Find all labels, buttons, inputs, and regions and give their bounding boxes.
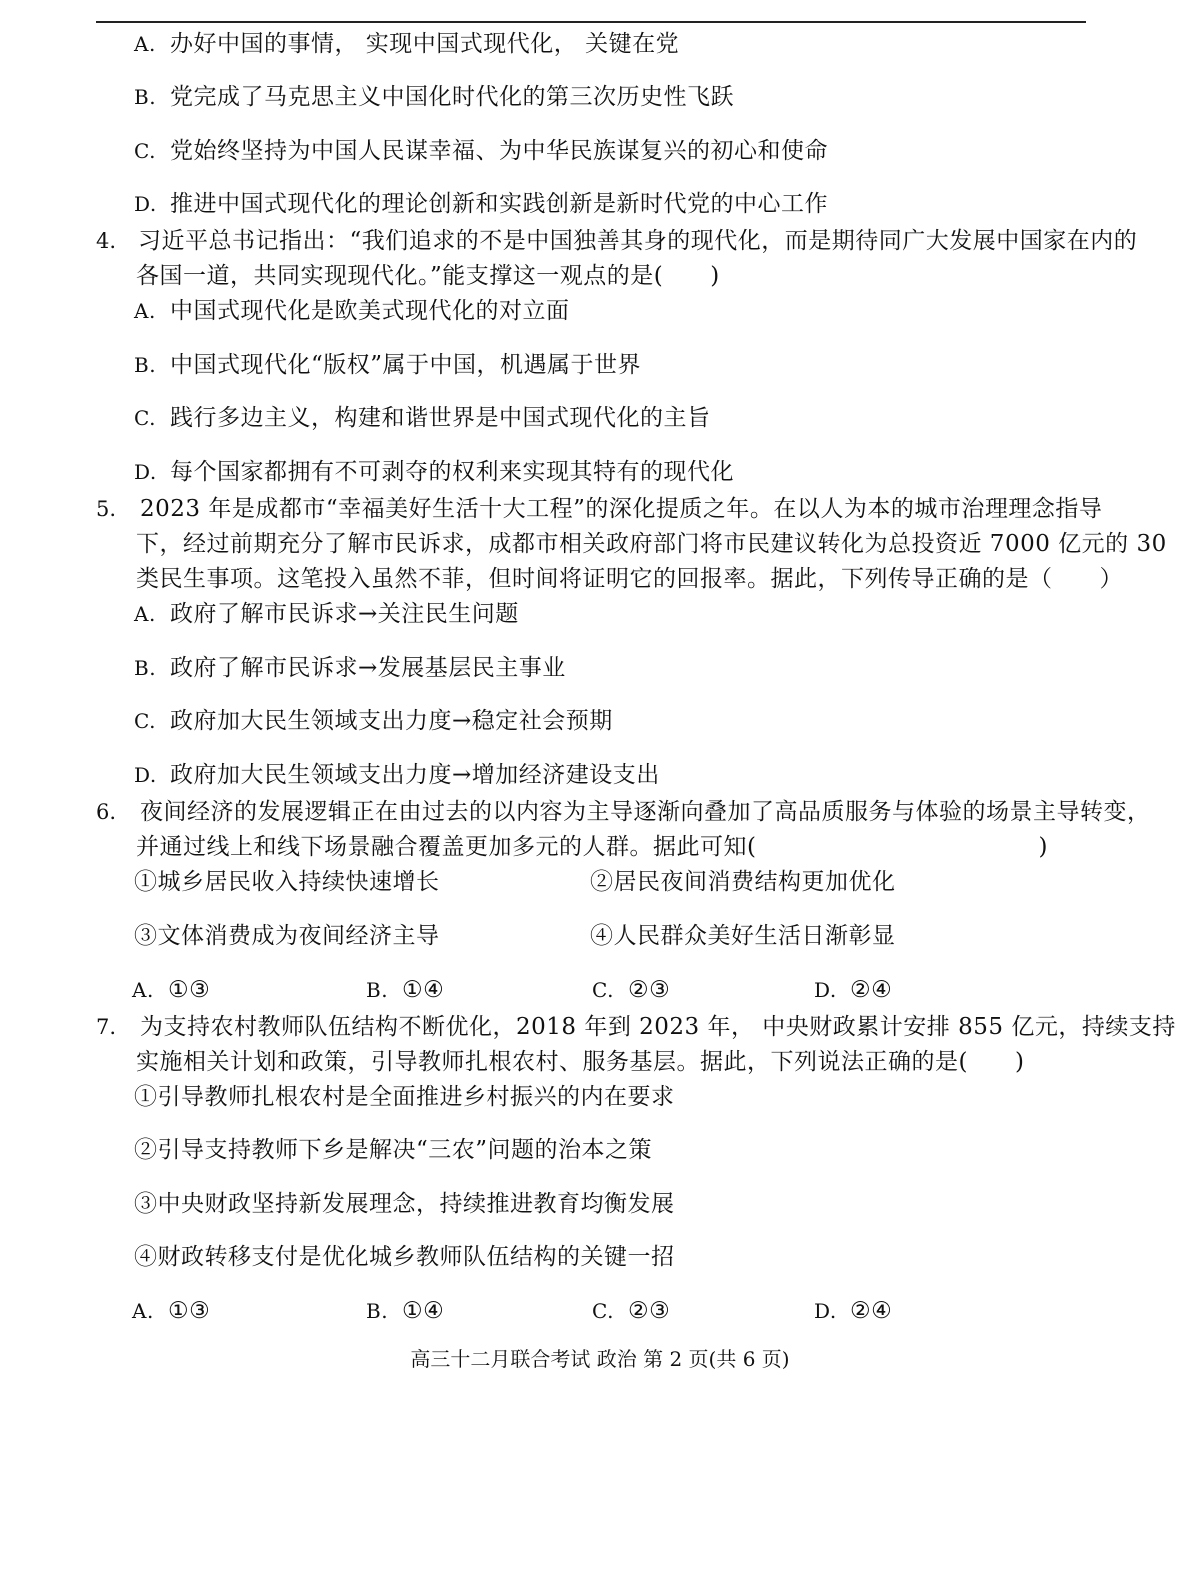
question-number: 4.: [96, 229, 117, 253]
q6-statement-4: ④人民群众美好生活日渐彰显: [590, 923, 896, 949]
top-divider: [96, 21, 1086, 23]
option-text: 党始终坚持为中国人民谋幸福、为中华民族谋复兴的初心和使命: [170, 138, 828, 164]
option-text: 推进中国式现代化的理论创新和实践创新是新时代党的中心工作: [170, 191, 828, 217]
option-letter: C.: [134, 406, 156, 430]
option-text: ①③: [168, 977, 211, 1003]
option-letter: C.: [134, 709, 156, 733]
question-number: 6.: [96, 800, 117, 824]
option-text: ①④: [402, 977, 445, 1003]
q4-option-a: [134, 296, 570, 326]
q4-option-b: [134, 350, 641, 380]
option-text: 政府加大民生领域支出力度→稳定社会预期: [170, 708, 613, 734]
q7-statement-1: ①引导教师扎根农村是全面推进乡村振兴的内在要求: [134, 1084, 675, 1110]
option-text: ①③: [168, 1298, 211, 1324]
option-text: 党完成了马克思主义中国化时代化的第三次历史性飞跃: [170, 84, 734, 110]
q3-option-a: [134, 29, 679, 59]
option-text: ②③: [628, 1298, 671, 1324]
q7-stem-line-2: 实施相关计划和政策，引导教师扎根农村、服务基层。据此，下列说法正确的是( ): [136, 1049, 1025, 1075]
option-letter: B.: [134, 353, 157, 377]
q7-stem-line-1: 为支持农村教师队伍结构不断优化，2018 年到 2023 年， 中央财政累计安排 855 亿元，持续支持: [140, 1014, 1176, 1040]
q5-stem-line-2: 下，经过前期充分了解市民诉求，成都市相关政府部门将市民建议转化为总投资近 7000 亿元的 30: [136, 531, 1167, 557]
q6-statement-1: ①城乡居民收入持续快速增长: [134, 869, 440, 895]
option-letter: D.: [814, 978, 837, 1002]
q7-statement-2: ②引导支持教师下乡是解决“三农”问题的治本之策: [134, 1137, 653, 1163]
option-letter: B.: [134, 85, 157, 109]
q4-option-d: [134, 457, 734, 487]
option-text: ②③: [628, 977, 671, 1003]
option-text: 中国式现代化是欧美式现代化的对立面: [170, 298, 570, 324]
q6-stem-line-2: 并通过线上和线下场景融合覆盖更加多元的人群。据此可知( ): [136, 834, 1048, 860]
q7-choice-a: [132, 1296, 210, 1326]
q6-choice-d: [814, 975, 892, 1005]
q7-choice-b: [366, 1296, 444, 1326]
q4-stem-line-1: 习近平总书记指出：“我们追求的不是中国独善其身的现代化，而是期待同广大发展中国家在内的: [138, 228, 1138, 254]
option-letter: A.: [134, 299, 156, 323]
q5-stem-line-3: 类民生事项。这笔投入虽然不菲，但时间将证明它的回报率。据此，下列传导正确的是（ ）: [136, 566, 1123, 592]
q6-stem-line-1: 夜间经济的发展逻辑正在由过去的以内容为主导逐渐向叠加了高品质服务与体验的场景主导转变，: [140, 799, 1151, 825]
question-number: 5.: [96, 497, 117, 521]
q3-option-b: [134, 82, 734, 112]
option-text: ①④: [402, 1298, 445, 1324]
option-text: 政府了解市民诉求→关注民生问题: [170, 601, 519, 627]
option-text: 政府了解市民诉求→发展基层民主事业: [170, 655, 566, 681]
q3-option-d: [134, 189, 828, 219]
option-letter: B.: [366, 1299, 389, 1323]
q6-statement-3: ③文体消费成为夜间经济主导: [134, 923, 440, 949]
page-footer: 高三十二月联合考试 政治 第 2 页(共 6 页): [410, 1347, 790, 1371]
option-letter: D.: [814, 1299, 837, 1323]
option-letter: C.: [134, 139, 156, 163]
option-text: 每个国家都拥有不可剥夺的权利来实现其特有的现代化: [170, 459, 734, 485]
option-letter: C.: [592, 978, 614, 1002]
q6-choice-c: [592, 975, 670, 1005]
option-letter: C.: [592, 1299, 614, 1323]
q5-option-b: [134, 653, 566, 683]
option-letter: D.: [134, 460, 157, 484]
option-letter: D.: [134, 192, 157, 216]
q3-option-c: [134, 136, 828, 166]
option-text: ②④: [850, 1298, 893, 1324]
q4-option-c: [134, 403, 711, 433]
option-text: 政府加大民生领域支出力度→增加经济建设支出: [170, 762, 660, 788]
option-text: 中国式现代化“版权”属于中国，机遇属于世界: [170, 352, 642, 378]
option-letter: A.: [132, 1299, 154, 1323]
q5-stem-line-1: 2023 年是成都市“幸福美好生活十大工程”的深化提质之年。在以人为本的城市治理理念指导: [140, 496, 1103, 522]
q5-option-a: [134, 599, 519, 629]
option-letter: A.: [134, 602, 156, 626]
option-letter: B.: [134, 656, 157, 680]
q7-choice-d: [814, 1296, 892, 1326]
option-letter: B.: [366, 978, 389, 1002]
q7-statement-4: ④财政转移支付是优化城乡教师队伍结构的关键一招: [134, 1244, 675, 1270]
option-text: 办好中国的事情， 实现中国式现代化， 关键在党: [170, 31, 680, 57]
question-number: 7.: [96, 1015, 117, 1039]
q5-option-d: [134, 760, 660, 790]
q7-statement-3: ③中央财政坚持新发展理念，持续推进教育均衡发展: [134, 1191, 675, 1217]
q4-stem-line-2: 各国一道，共同实现现代化。”能支撑这一观点的是( ): [136, 263, 720, 289]
option-text: 践行多边主义，构建和谐世界是中国式现代化的主旨: [170, 405, 711, 431]
option-text: ②④: [850, 977, 893, 1003]
q6-statement-2: ②居民夜间消费结构更加优化: [590, 869, 896, 895]
option-letter: A.: [132, 978, 154, 1002]
q5-option-c: [134, 706, 613, 736]
option-letter: A.: [134, 32, 156, 56]
option-letter: D.: [134, 763, 157, 787]
q7-choice-c: [592, 1296, 670, 1326]
q6-choice-b: [366, 975, 444, 1005]
q6-choice-a: [132, 975, 210, 1005]
